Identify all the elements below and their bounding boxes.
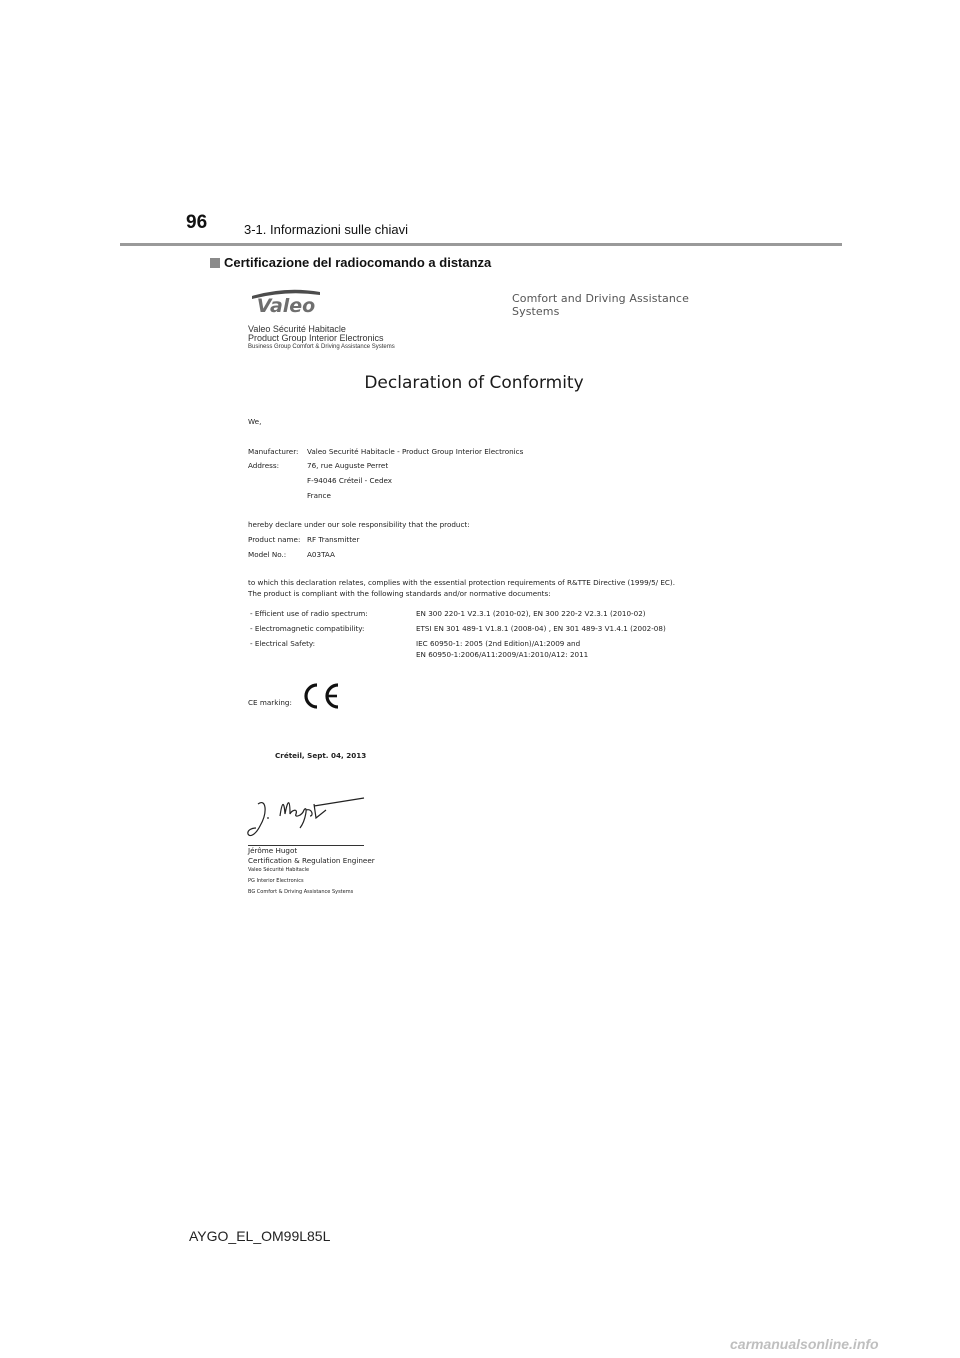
ce-mark-icon <box>300 682 342 710</box>
declaration-document <box>244 280 724 910</box>
company-block <box>248 325 395 351</box>
standard-label: - Efficient use of radio spectrum: <box>250 609 368 618</box>
model-value: A03TAA <box>307 550 335 559</box>
we-text: We, <box>248 417 262 426</box>
place-date: Créteil, Sept. 04, 2013 <box>275 751 367 760</box>
standard-value: IEC 60950-1: 2005 (2nd Edition)/A1:2009 and <box>416 639 581 648</box>
standard-value-continued: EN 60950-1:2006/A11:2009/A1:2010/A12: 2011 <box>416 650 589 659</box>
product-label: Product name: <box>248 535 301 544</box>
declaration-title: Declaration of Conformity <box>364 373 584 393</box>
relates-text: to which this declaration relates, complies with the essential protection requirements of R&TTE Directive (1999/5/ EC). <box>248 578 676 587</box>
watermark: carmanualsonline.info <box>730 1336 879 1352</box>
ce-label: CE marking: <box>248 698 292 707</box>
compliant-text: The product is compliant with the following standards and/or normative documents: <box>248 589 551 598</box>
tagline: Comfort and Driving Assistance Systems <box>512 292 689 318</box>
valeo-logo <box>250 286 322 316</box>
chapter-title: 3-1. Informazioni sulle chiavi <box>244 222 409 237</box>
page-number: 96 <box>186 212 208 233</box>
company-line: Valeo Sécurité Habitacle <box>248 324 346 334</box>
signer-title: Certification & Regulation Engineer <box>248 856 375 865</box>
model-label: Model No.: <box>248 550 287 559</box>
standard-value: EN 300 220-1 V2.3.1 (2010-02), EN 300 220-2 V2.3.1 (2010-02) <box>416 609 646 618</box>
footer-code: AYGO_EL_OM99L85L <box>189 1228 331 1244</box>
signer-name: Jérôme Hugot <box>248 846 298 855</box>
company-line: Business Group Comfort & Driving Assistance Systems <box>248 344 395 350</box>
company-line: Product Group Interior Electronics <box>248 333 384 343</box>
header-rule <box>120 243 842 246</box>
section-title-text: Certificazione del radiocomando a distanza <box>224 255 492 270</box>
signature <box>244 788 369 840</box>
address-line: F-94046 Créteil - Cedex <box>307 476 393 485</box>
manufacturer-value: Valeo Securité Habitacle - Product Group Interior Electronics <box>307 447 524 456</box>
product-value: RF Transmitter <box>307 535 360 544</box>
square-bullet-icon <box>210 258 220 268</box>
address-line: 76, rue Auguste Perret <box>307 461 389 470</box>
signer-line: BG Comfort & Driving Assistance Systems <box>248 889 354 895</box>
standard-label: - Electrical Safety: <box>250 639 316 648</box>
hereby-text: hereby declare under our sole responsibility that the product: <box>248 520 470 529</box>
section-title <box>210 255 491 270</box>
logo-text: Valeo <box>256 295 316 316</box>
standard-value: ETSI EN 301 489-1 V1.8.1 (2008-04) , EN 301 489-3 V1.4.1 (2002-08) <box>416 624 666 633</box>
manufacturer-label: Manufacturer: <box>248 447 299 456</box>
signer-line: Valeo Sécurité Habitacle <box>248 867 310 873</box>
signer-line: PG Interior Electronics <box>248 878 304 884</box>
address-label: Address: <box>248 461 280 470</box>
standard-label: - Electromagnetic compatibility: <box>250 624 365 633</box>
address-line: France <box>307 491 331 500</box>
